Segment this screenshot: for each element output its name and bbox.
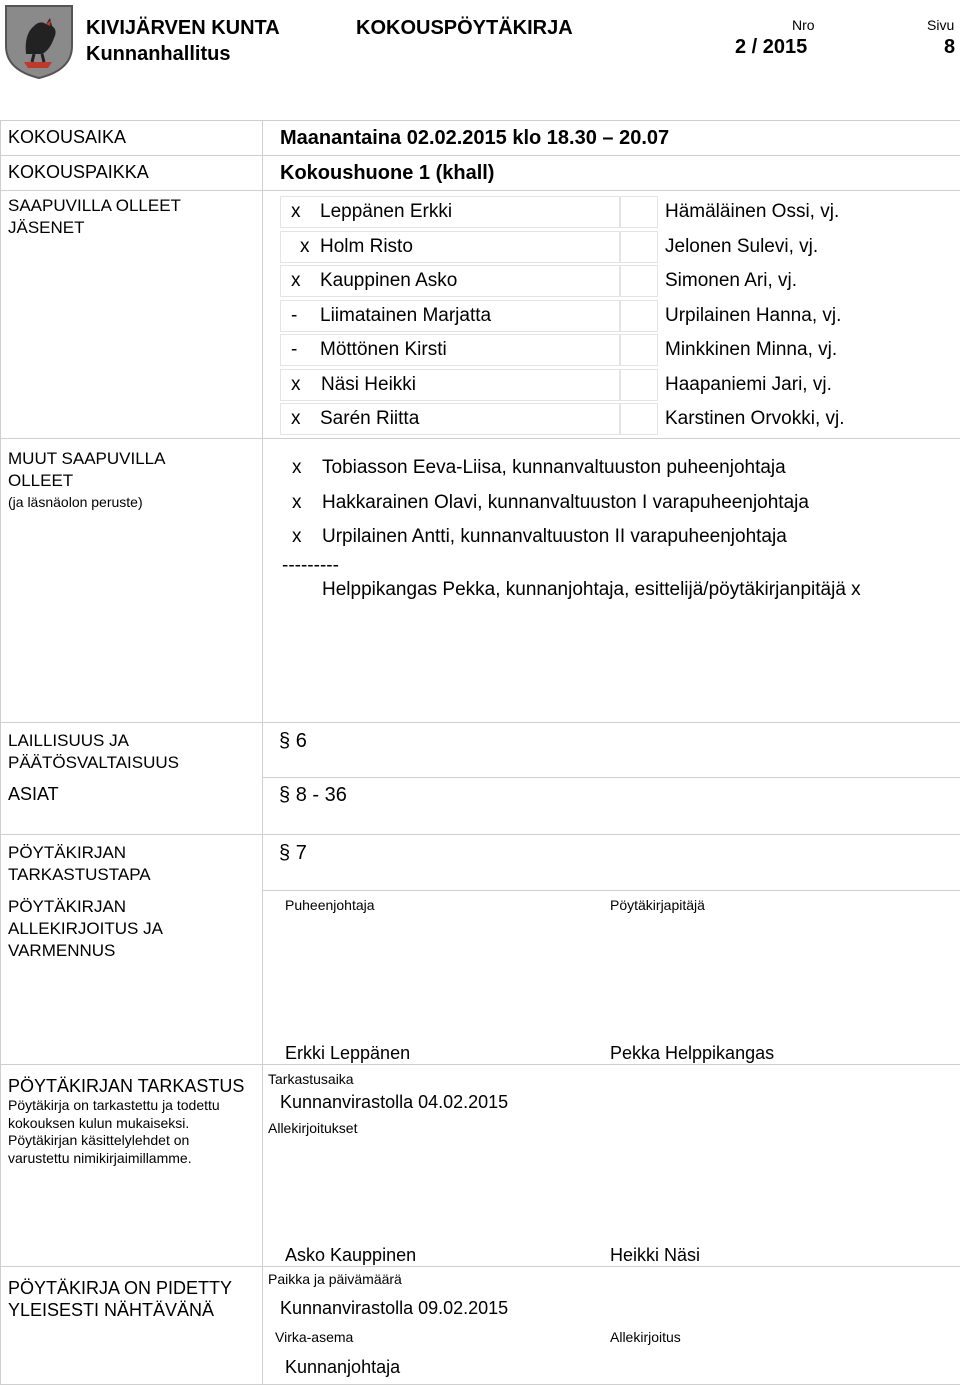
deputy-row-frame: [620, 196, 658, 228]
deputy-row-frame: [620, 334, 658, 366]
member-name: Liimatainen Marjatta: [320, 305, 492, 326]
nro-label: Nro: [792, 17, 815, 33]
member-name: Leppänen Erkki: [320, 201, 453, 222]
deputy-name: Urpilainen Hanna, vj.: [665, 305, 842, 326]
review-method-section: § 7: [279, 842, 307, 864]
divider: [0, 1384, 960, 1385]
sivu-value: 8: [944, 36, 956, 58]
attendance-mark: x: [291, 408, 301, 429]
coat-of-arms-logo: [4, 4, 74, 80]
member-name: Kauppinen Asko: [320, 270, 458, 291]
divider: [0, 1064, 960, 1065]
review-time-label: Tarkastusaika: [268, 1071, 354, 1087]
deputy-row-frame: [620, 300, 658, 332]
review-note: Pöytäkirja on tarkastettu ja todettu kokouksen kulun mukaiseksi. Pöytäkirjan käsittelylehdet on varustettu nimikirjaimillamme.: [8, 1097, 220, 1166]
position-value: Kunnanjohtaja: [285, 1357, 401, 1377]
member-name: Näsi Heikki: [321, 374, 417, 395]
place-date-label: Paikka ja päivämäärä: [268, 1271, 402, 1287]
meeting-place-value: Kokoushuone 1 (khall): [280, 162, 495, 184]
legality-label: LAILLISUUS JA PÄÄTÖSVALTAISUUS: [8, 731, 179, 772]
deputy-name: Karstinen Orvokki, vj.: [665, 408, 845, 429]
signatures-label: Allekirjoitukset: [268, 1120, 358, 1136]
municipality-name: KIVIJÄRVEN KUNTA: [86, 17, 280, 39]
deputy-row-frame: [620, 231, 658, 263]
chair-name: Erkki Leppänen: [285, 1043, 411, 1063]
meeting-time-value: Maanantaina 02.02.2015 klo 18.30 – 20.07: [280, 127, 670, 149]
deputy-name: Simonen Ari, vj.: [665, 270, 797, 291]
other-mark: x: [292, 492, 302, 513]
other-attendee: Tobiasson Eeva-Liisa, kunnanvaltuuston puheenjohtaja: [322, 457, 786, 478]
deputy-row-frame: [620, 265, 658, 297]
signing-label: PÖYTÄKIRJAN ALLEKIRJOITUS JA VARMENNUS: [8, 897, 163, 960]
board-name: Kunnanhallitus: [86, 43, 231, 65]
members-label: SAAPUVILLA OLLEET JÄSENET: [8, 196, 181, 237]
deputy-name: Haapaniemi Jari, vj.: [665, 374, 832, 395]
sivu-label: Sivu: [927, 17, 955, 33]
other-mark: x: [292, 526, 302, 547]
reviewer-1-name: Asko Kauppinen: [285, 1245, 417, 1265]
divider: [0, 120, 960, 121]
divider: [262, 777, 960, 778]
review-time-value: Kunnanvirastolla 04.02.2015: [280, 1092, 509, 1112]
divider: [0, 190, 960, 191]
deputy-name: Hämäläinen Ossi, vj.: [665, 201, 840, 222]
place-date-value: Kunnanvirastolla 09.02.2015: [280, 1298, 509, 1318]
meeting-place-label: KOKOUSPAIKKA: [8, 162, 149, 182]
document-title: KOKOUSPÖYTÄKIRJA: [356, 17, 573, 39]
attendance-mark: x: [291, 201, 301, 222]
secretary-name: Pekka Helppikangas: [610, 1043, 775, 1063]
divider: [0, 722, 960, 723]
attendance-mark: -: [291, 339, 298, 360]
review-label: PÖYTÄKIRJAN TARKASTUS: [8, 1076, 245, 1096]
legality-section: § 6: [279, 730, 307, 752]
reviewer-2-name: Heikki Näsi: [610, 1245, 701, 1265]
other-mark: x: [292, 457, 302, 478]
meeting-time-label: KOKOUSAIKA: [8, 127, 127, 147]
signature-label: Allekirjoitus: [610, 1329, 681, 1345]
member-name: Möttönen Kirsti: [320, 339, 447, 360]
position-label: Virka-asema: [275, 1329, 354, 1345]
divider: [262, 890, 960, 891]
other-attendee: Hakkarainen Olavi, kunnanvaltuuston I varapuheenjohtaja: [322, 492, 809, 513]
attendance-mark: x: [300, 236, 310, 257]
attendance-mark: -: [291, 305, 298, 326]
chair-label: Puheenjohtaja: [285, 897, 375, 913]
deputy-name: Jelonen Sulevi, vj.: [665, 236, 819, 257]
secretary-label: Pöytäkirjapitäjä: [610, 897, 705, 913]
public-label: PÖYTÄKIRJA ON PIDETTY YLEISESTI NÄHTÄVÄNÄ: [8, 1278, 233, 1320]
divider: [0, 155, 960, 156]
divider: [0, 120, 1, 1384]
review-method-label: PÖYTÄKIRJAN TARKASTUSTAPA: [8, 843, 151, 884]
municipal-manager: Helppikangas Pekka, kunnanjohtaja, esittelijä/pöytäkirjanpitäjä x: [322, 579, 861, 600]
attendance-mark: x: [291, 374, 301, 395]
matters-section: § 8 - 36: [279, 784, 347, 806]
divider: [0, 438, 960, 439]
deputy-row-frame: [620, 369, 658, 401]
member-name: Sarén Riitta: [320, 408, 420, 429]
other-attendee: Urpilainen Antti, kunnanvaltuuston II varapuheenjohtaja: [322, 526, 787, 547]
divider: [262, 120, 263, 1384]
matters-label: ASIAT: [8, 784, 59, 804]
divider: [0, 834, 960, 835]
others-label: MUUT SAAPUVILLA OLLEET (ja läsnäolon peruste): [8, 449, 166, 510]
attendance-mark: x: [291, 270, 301, 291]
deputy-name: Minkkinen Minna, vj.: [665, 339, 838, 360]
divider: [0, 1266, 960, 1267]
separator-dashes: ---------: [282, 555, 339, 576]
deputy-row-frame: [620, 403, 658, 435]
member-name: Holm Risto: [320, 236, 413, 257]
nro-value: 2 / 2015: [735, 36, 808, 58]
